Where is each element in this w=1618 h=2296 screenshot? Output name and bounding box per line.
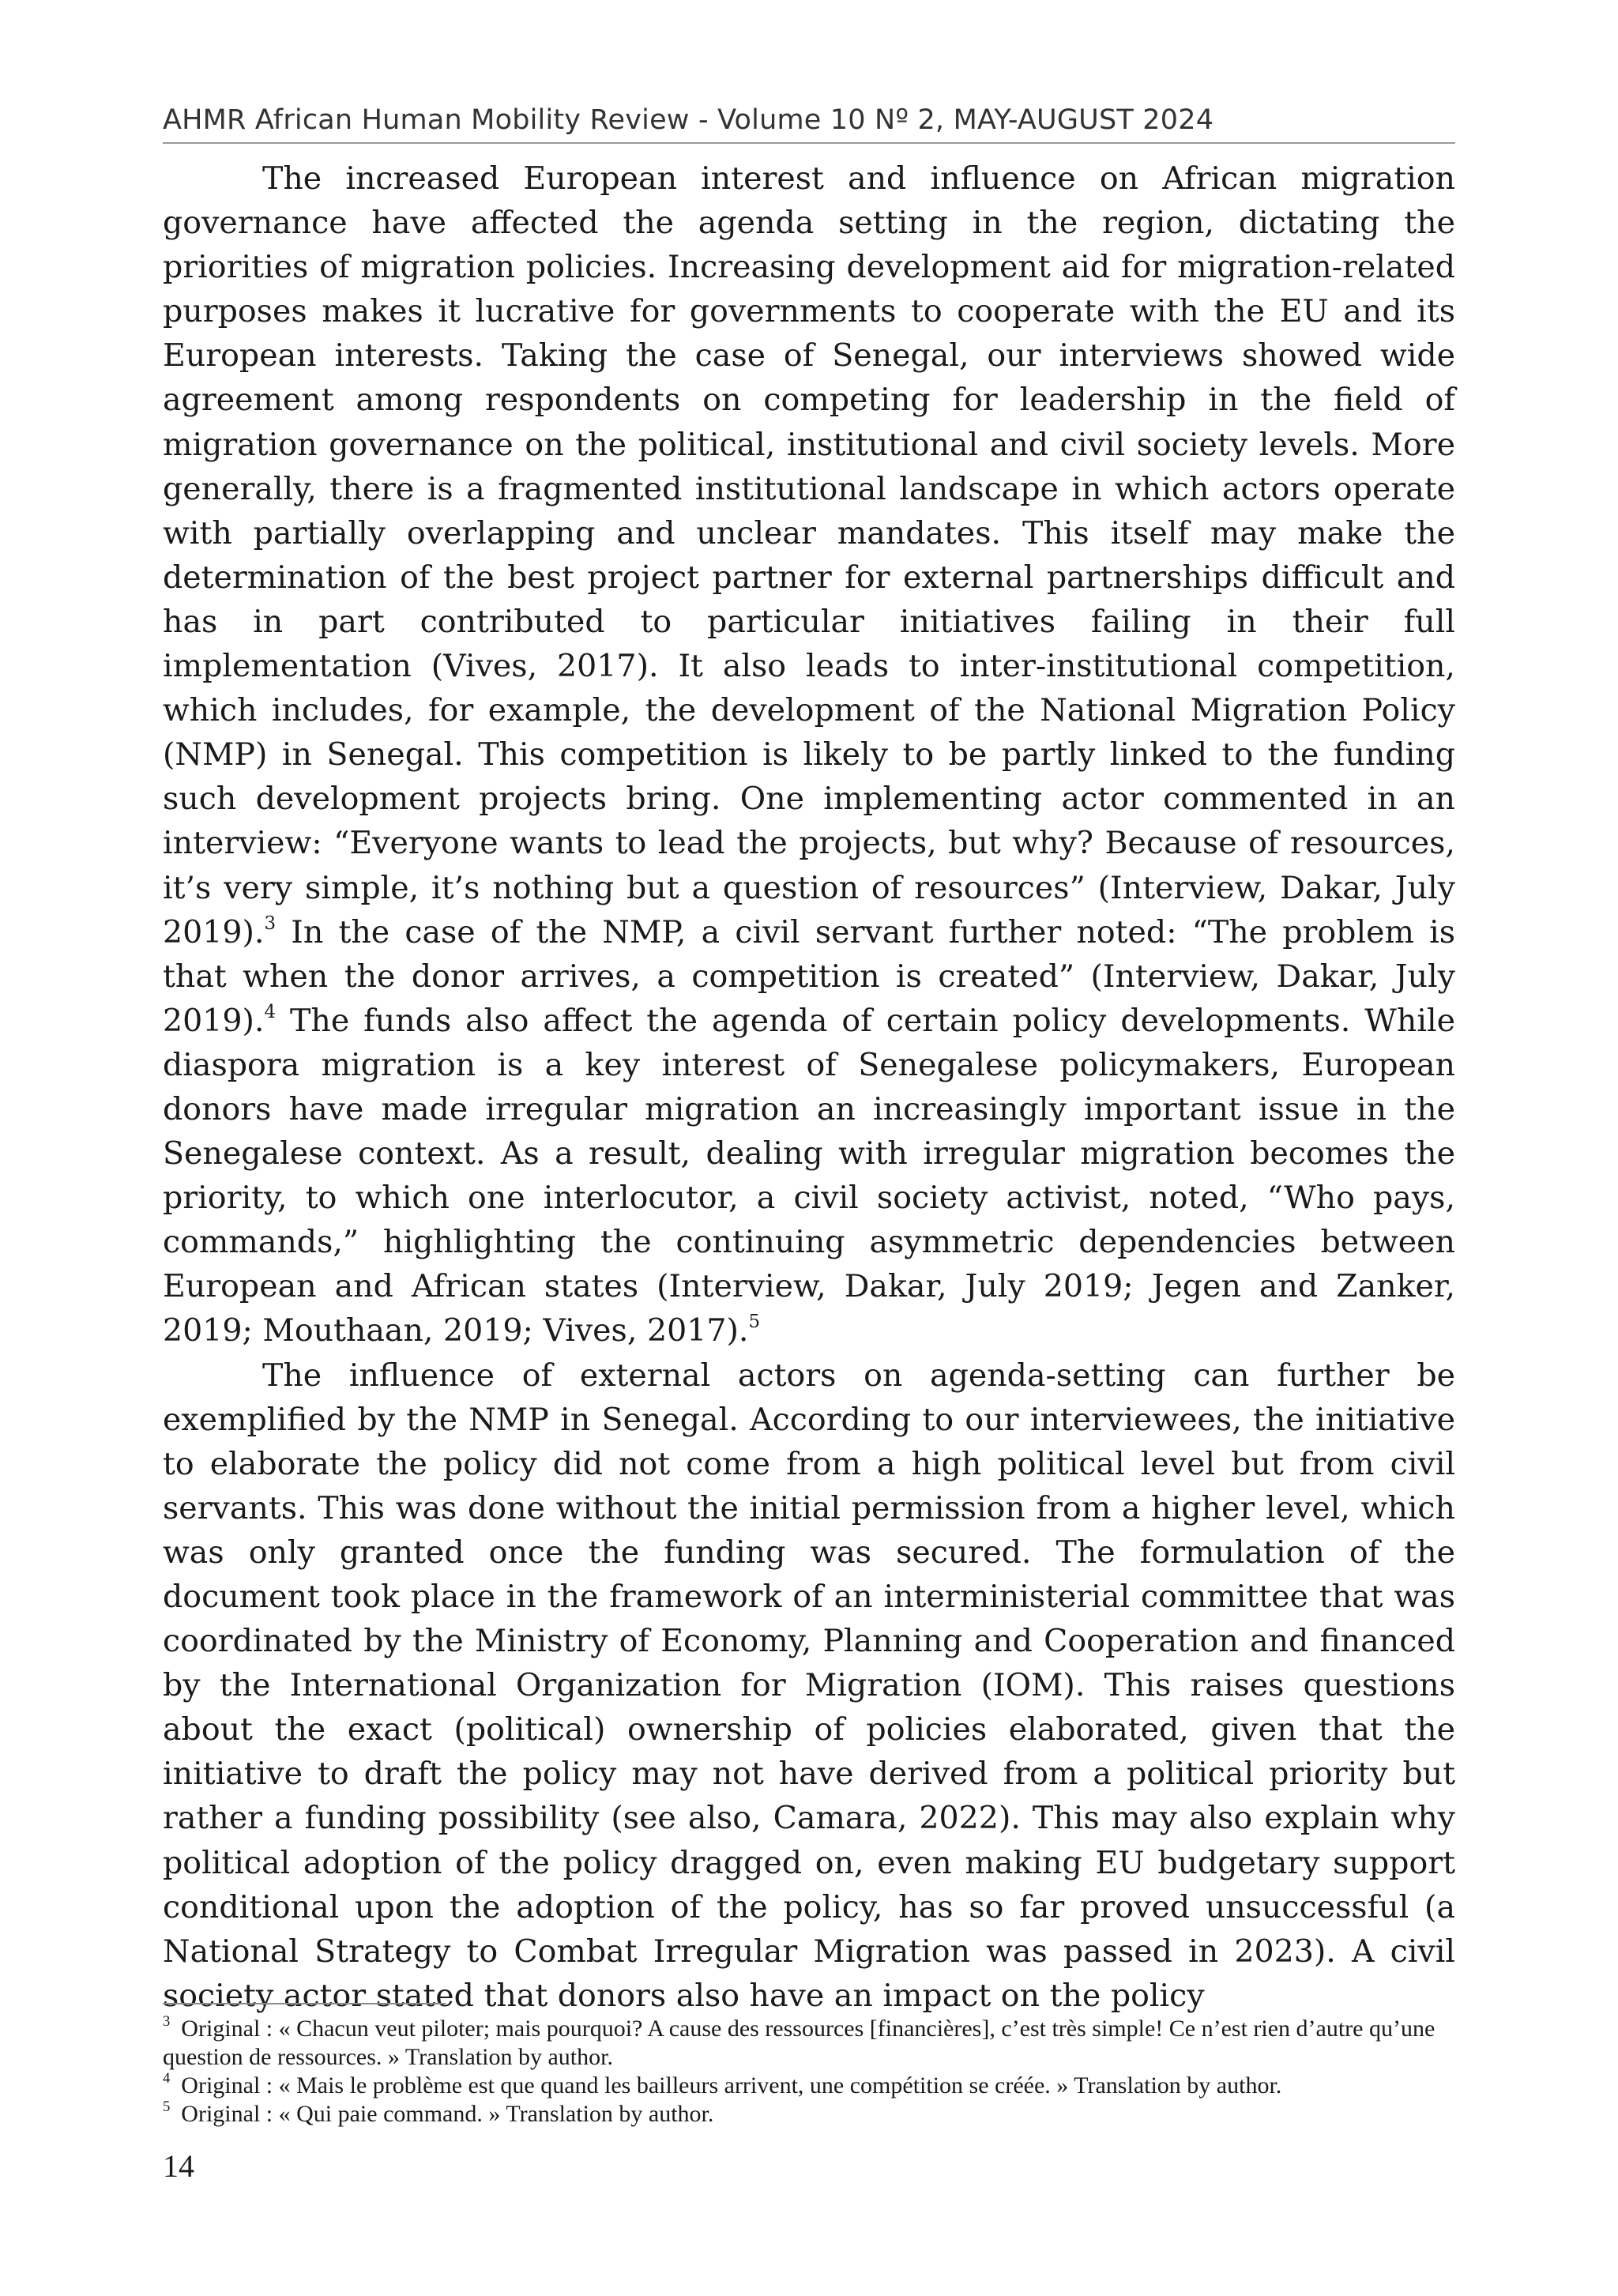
footnote-rule (163, 2003, 446, 2004)
body-text (163, 156, 1455, 2018)
footnote-4 (163, 2069, 1455, 2100)
paragraph-1-part-2: In the case of the NMP, a civil servant further noted: “The problem is that when the donor arrives, a competition is created” (Interview, Dakar, July 2019). (163, 913, 1455, 1039)
footnote-mark: 3 (163, 2012, 171, 2030)
paragraph-1-part-3: The funds also affect the agenda of certain policy developments. While diaspora migration is a key interest of Senegalese policymakers, European donors have made irregular migration an increasingly important issue in the Senegalese context. As a result, dealing with irregular migration becomes the priority, to which one interlocutor, a civil society activist, noted, “Who pays, commands,” highlighting the continuing asymmetric dependencies between European and African states (Interview, Dakar, July 2019; Jegen and Zanker, 2019; Mouthaan, 2019; Vives, 2017). (163, 1002, 1455, 1349)
footnote-3 (163, 2012, 1455, 2072)
paragraph-2: The influence of external actors on agenda-setting can further be exemplified by the NMP in Senegal. According to our interviewees, the initiative to elaborate the policy did not come from a high political level but from civil servants. This was done without the initial permission from a higher level, which was only granted once the funding was secured. The formulation of the document took place in the framework of an interministerial committee that was coordinated by the Ministry of Economy, Planning and Cooperation and financed by the International Organization for Migration (IOM). This raises questions about the exact (political) ownership of policies elaborated, given that the initiative to draft the policy may not have derived from a political priority but rather a funding possibility (see also, Camara, 2022). This may also explain why political adoption of the policy dragged on, even making EU budgetary support conditional upon the adoption of the policy, has so far proved unsuccessful (a National Strategy to Combat Irregular Migration was passed in 2023). A civil society actor stated that donors also have an impact on the policy (163, 1357, 1455, 2014)
paragraph-1-part-1: The increased European interest and influence on African migration governance have affected the agenda setting in the region, dictating the priorities of migration policies. Increasing development aid for migration-related purposes makes it lucrative for governments to cooperate with the EU and its European interests. Taking the case of Senegal, our interviews showed wide agreement among respondents on competing for leadership in the field of migration governance on the political, institutional and civil society levels. More generally, there is a fragmented institutional landscape in which actors operate with partially overlapping and unclear mandates. This itself may make the determination of the best project partner for external partnerships difficult and has in part contributed to particular initiatives failing in their full implementation (Vives, 2017). It also leads to inter-institutional competition, which includes, for example, the development of the National Migration Policy (NMP) in Senegal. This competition is likely to be partly linked to the funding such development projects bring. One implementing actor commented in an interview: “Everyone wants to lead the projects, but why? Because of resources, it’s very simple, it’s nothing but a question of resources” (Interview, Dakar, July 2019). (163, 160, 1455, 950)
footnote-5 (163, 2100, 1455, 2129)
footnote-ref-4[interactable]: 4 (264, 1001, 277, 1022)
footnote-text: Original : « Chacun veut piloter; mais pourquoi? A cause des ressources [financières], c’est très simple! Ce n’est rien d’autre qu’une question de ressources. » Translation by author. (163, 2016, 1436, 2070)
footnote-ref-3[interactable]: 3 (264, 913, 277, 934)
running-header: AHMR African Human Mobility Review - Volume 10 Nº 2, MAY-AUGUST 2024 (163, 104, 1214, 136)
footnote-mark: 4 (163, 2069, 171, 2087)
footnote-mark: 5 (163, 2098, 171, 2115)
footnote-text: Original : « Qui paie command. » Translation by author. (181, 2101, 714, 2127)
footnote-text: Original : « Mais le problème est que quand les bailleurs arrivent, une compétition se créée. » Translation by author. (181, 2072, 1282, 2098)
paragraph-1 (163, 156, 1455, 1353)
header-rule (163, 142, 1455, 144)
page-number: 14 (163, 2148, 194, 2184)
footnote-ref-5[interactable]: 5 (748, 1312, 761, 1333)
footnotes (163, 2012, 1455, 2129)
